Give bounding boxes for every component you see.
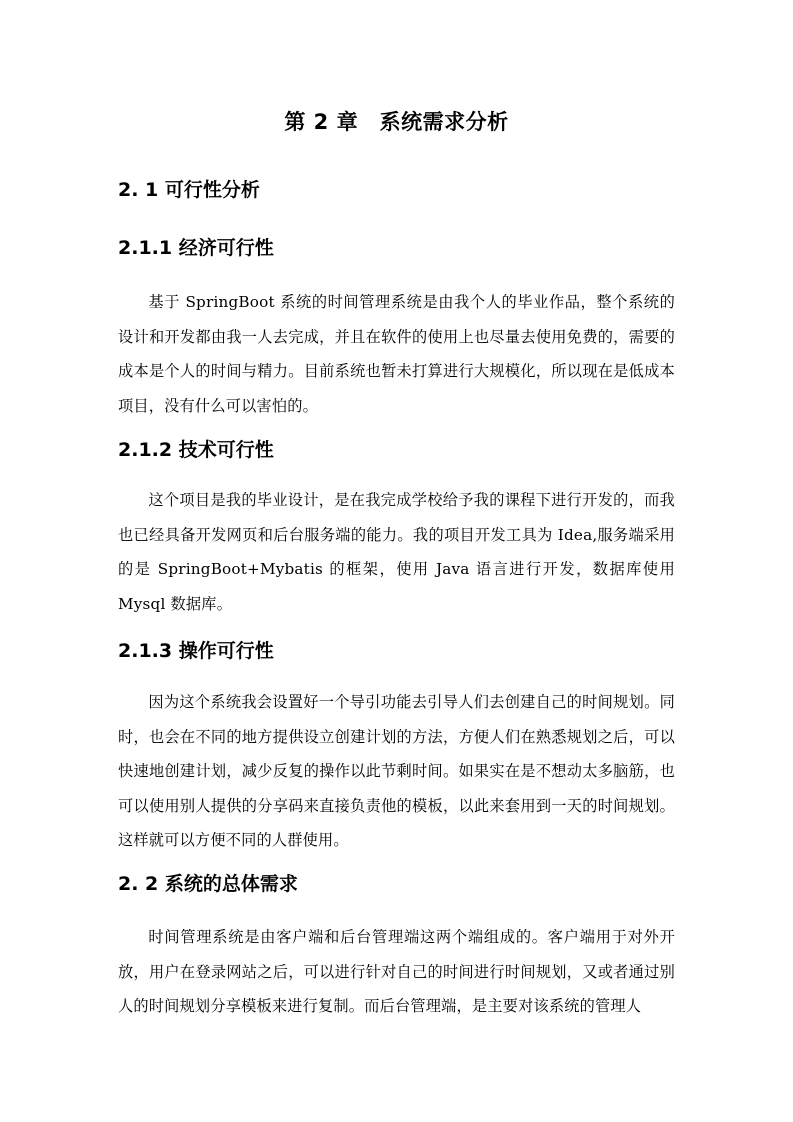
- chapter-title: 第 2 章 系统需求分析: [284, 110, 509, 134]
- subsection-heading-operational: 2.1.3 操作可行性: [118, 640, 274, 662]
- paragraph-operational: 因为这个系统我会设置好一个导引功能去引导人们去创建自己的时间规划。同时，也会在不同的地方提供设立创建计划的方法，方便人们在熟悉规划之后，可以快速地创建计划，减少反复的操作以此节剩时间。如果实在是不想动太多脑筋，也可以使用别人提供的分享码来直接负责他的模板，以此来套用到一天的时间规划。这样就可以方便不同的人群使用。: [118, 693, 675, 849]
- subsection-heading-technical: 2.1.2 技术可行性: [118, 439, 274, 461]
- subsection-heading-economic: 2.1.1 经济可行性: [118, 237, 274, 259]
- paragraph-economic: 基于 SpringBoot 系统的时间管理系统是由我个人的毕业作品，整个系统的设计和开发都由我一人去完成，并且在软件的使用上也尽量去使用免费的，需要的成本是个人的时间与精力。目前系统也暂未打算进行大规模化，所以现在是低成本项目，没有什么可以害怕的。: [118, 293, 675, 415]
- section-heading-overall-requirements: 2. 2 系统的总体需求: [118, 873, 298, 895]
- paragraph-overall-requirements: 时间管理系统是由客户端和后台管理端这两个端组成的。客户端用于对外开放，用户在登录网站之后，可以进行针对自己的时间进行时间规划，又或者通过别人的时间规划分享模板来进行复制。而后台管理端，是主要对该系统的管理人: [118, 928, 675, 1015]
- paragraph-technical: 这个项目是我的毕业设计，是在我完成学校给予我的课程下进行开发的，而我也已经具备开发网页和后台服务端的能力。我的项目开发工具为 Idea,服务端采用的是 SpringBoot+Mybatis 的框架，使用 Java 语言进行开发，数据库使用 Mysql 数据库。: [118, 491, 675, 613]
- section-heading-feasibility: 2. 1 可行性分析: [118, 179, 260, 201]
